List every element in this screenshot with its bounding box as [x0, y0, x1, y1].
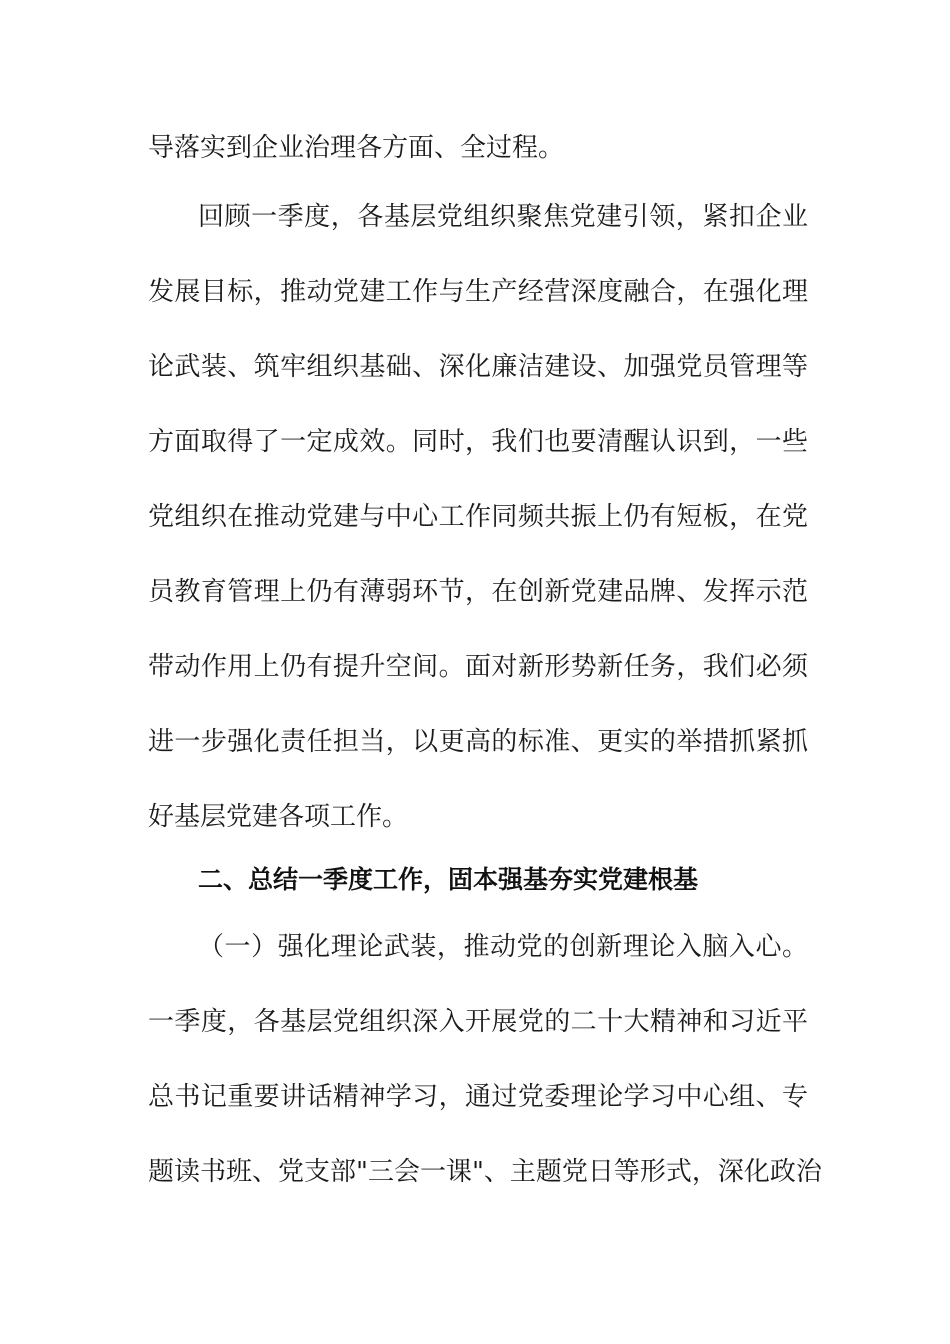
paragraph-line: 方面取得了一定成效。同时，我们也要清醒认识到，一些 — [148, 427, 808, 457]
paragraph-line: 导落实到企业治理各方面、全过程。 — [148, 133, 565, 163]
subsection-heading: （一）强化理论武装，推动党的创新理论入脑入心。 — [198, 932, 808, 962]
paragraph-line: 员教育管理上仍有薄弱环节，在创新党建品牌、发挥示范 — [148, 577, 808, 607]
paragraph-line: 进一步强化责任担当，以更高的标准、更实的举措抓紧抓 — [148, 727, 808, 757]
paragraph-line: 总书记重要讲话精神学习，通过党委理论学习中心组、专 — [148, 1082, 808, 1112]
paragraph-line: 题读书班、党支部"三会一课"、主题党日等形式，深化政治 — [148, 1157, 822, 1187]
paragraph-line: 一季度，各基层党组织深入开展党的二十大精神和习近平 — [148, 1007, 808, 1037]
paragraph-line: 发展目标，推动党建工作与生产经营深度融合，在强化理 — [148, 277, 808, 307]
paragraph-line: 论武装、筑牢组织基础、深化廉洁建设、加强党员管理等 — [148, 352, 808, 382]
paragraph-line: 带动作用上仍有提升空间。面对新形势新任务，我们必须 — [148, 652, 808, 682]
paragraph-line: 党组织在推动党建与中心工作同频共振上仍有短板，在党 — [148, 502, 808, 532]
paragraph-first-line: 回顾一季度，各基层党组织聚焦党建引领，紧扣企业 — [198, 202, 808, 232]
paragraph-line: 好基层党建各项工作。 — [148, 802, 409, 832]
section-heading: 二、总结一季度工作，固本强基夯实党建根基 — [198, 865, 699, 894]
